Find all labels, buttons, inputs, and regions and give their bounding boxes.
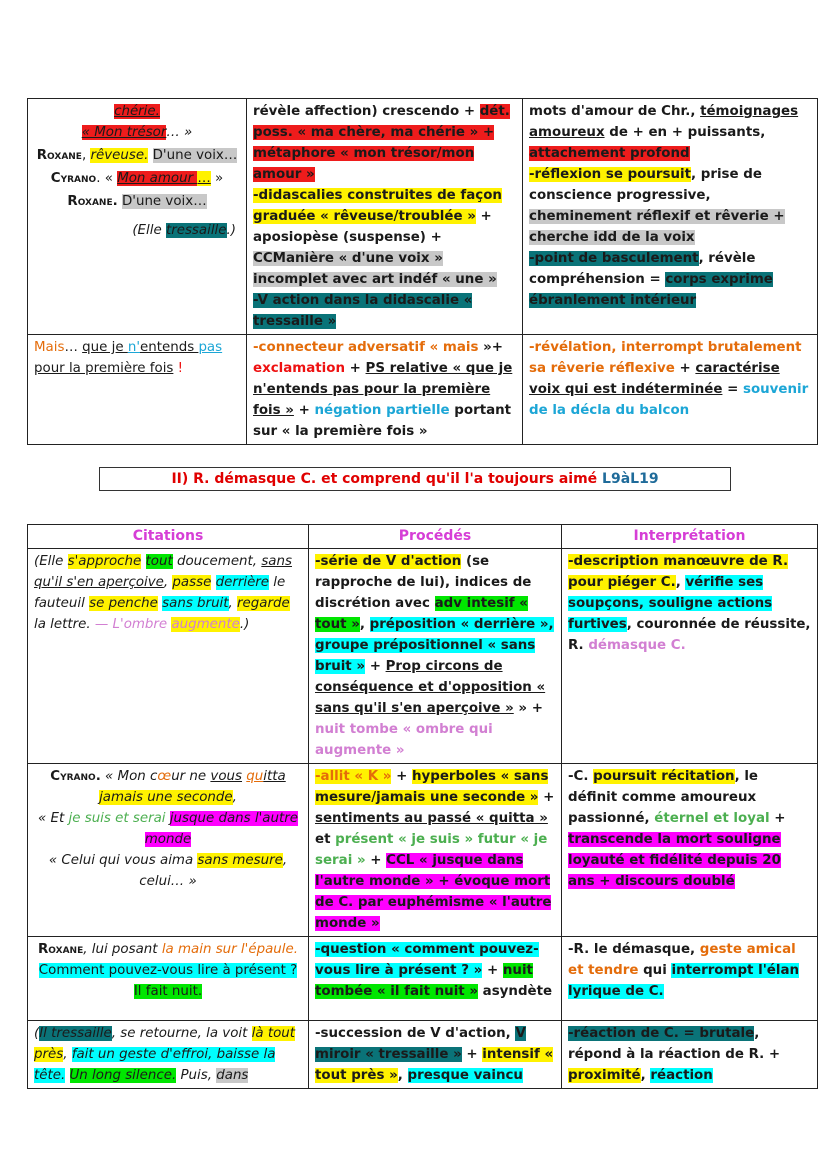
- citation-line: [34, 191, 240, 212]
- text: , répond à la réaction de R. +: [568, 1026, 781, 1062]
- highlight-cyan: sans bruit: [162, 596, 229, 611]
- interpretation-cell: [562, 549, 818, 764]
- text: doucement,: [172, 554, 262, 569]
- citation-cell: [28, 937, 309, 1021]
- green-text: je suis et serai: [68, 811, 166, 826]
- orange-text: Mais: [34, 340, 65, 355]
- highlight-cyan: préposition « derrière », groupe prépositionnel « sans bruit »: [315, 617, 554, 674]
- text: …: [64, 340, 83, 355]
- text: .): [239, 617, 250, 632]
- table-row: [28, 99, 818, 335]
- red-text: exclamation: [253, 361, 345, 376]
- highlight-grey: cheminement réflexif et rêverie + cherche idd de la voix: [529, 209, 785, 245]
- text: =: [722, 382, 743, 397]
- pink-text: démasque C.: [588, 638, 686, 653]
- text: +: [345, 361, 366, 376]
- highlight-yellow: -didascalies construites de façon graduée « rêveuse/troublée »: [253, 188, 502, 224]
- highlight-green: Un long silence.: [69, 1068, 177, 1083]
- citation-cell: [28, 549, 309, 764]
- highlight-cyan: -question « comment pouvez-vous lire à présent ? »: [315, 942, 539, 978]
- underlined-text: itta: [263, 769, 286, 784]
- text: de + en + puissants,: [604, 125, 766, 140]
- highlight-red: chérie.: [114, 104, 160, 119]
- text: la lettre.: [34, 617, 95, 632]
- pink-text: nuit tombe « ombre qui augmente »: [315, 722, 493, 758]
- text: [65, 1068, 69, 1083]
- interpretation-cell: [562, 1021, 818, 1089]
- highlight-yellow: jamais une seconde: [99, 790, 233, 805]
- underlined-text: témoignages amoureux: [529, 104, 799, 140]
- blue-text: négation partielle: [314, 403, 450, 418]
- highlight-magenta: CCL « jusque dans l'autre monde » + évoque mort de C. par euphémisme « l'autre monde »: [315, 853, 552, 931]
- section-title-text: II) R. démasque C. et comprend qu'il l'a toujours aimé: [171, 471, 603, 487]
- text: , révèle compréhension =: [529, 251, 756, 287]
- highlight-green: Il fait nuit.: [133, 984, 203, 999]
- highlight-red: attachement profond: [529, 146, 690, 161]
- text: … »: [166, 125, 193, 140]
- text: (Elle: [132, 223, 166, 238]
- highlight-teal: Il tressaille: [39, 1026, 112, 1041]
- underlined-text: PS relative « que je n'entends pas pour la première fois »: [253, 361, 513, 418]
- highlight-grey: dans: [216, 1068, 249, 1083]
- interpretation-cell: [523, 99, 818, 335]
- text: +: [365, 659, 386, 674]
- text: le fauteuil: [34, 575, 286, 611]
- analysis-table-part-2: [27, 524, 818, 1089]
- highlight-yellow: -allit « K »: [315, 769, 392, 784]
- pink-text: — L'ombre: [94, 617, 172, 632]
- text: +: [538, 790, 555, 805]
- text: -succession de V d'action,: [315, 1026, 516, 1041]
- citation-line: [34, 220, 240, 241]
- text: +: [461, 1047, 483, 1062]
- section-title: [99, 467, 731, 491]
- text: mots d'amour de Chr.,: [529, 104, 701, 119]
- highlight-teal: tressaille: [165, 223, 227, 238]
- text: « Celui qui vous aima: [48, 853, 198, 868]
- blue-text: pas: [198, 340, 223, 355]
- interpretation-cell: [562, 764, 818, 937]
- orange-text: œ: [157, 769, 172, 784]
- underlined-text: pour la première fois: [34, 361, 174, 376]
- text: ur ne: [171, 769, 211, 784]
- interpretation-cell: [523, 335, 818, 445]
- highlight-green: nuit tombée « il fait nuit »: [315, 963, 533, 999]
- highlight-yellow: sans mesure: [197, 853, 283, 868]
- underlined-text: que je: [82, 340, 128, 355]
- text: ,: [232, 790, 237, 805]
- highlight-grey: CCManière « d'une voix » incomplet avec art indéf « une »: [253, 251, 497, 287]
- citation-cell: [28, 335, 247, 445]
- highlight-cyan: fait un geste d'effroi, baisse la tête.: [34, 1047, 276, 1083]
- speaker-name: Cyrano.: [50, 769, 101, 784]
- underlined-text: entends: [140, 340, 199, 355]
- highlight-yellow: poursuit récitation: [593, 769, 735, 784]
- highlight-cyan: derrière: [215, 575, 270, 590]
- text: , prise de conscience progressive,: [529, 167, 762, 203]
- highlight-magenta: jusque dans l'autre monde: [144, 811, 298, 847]
- text: ,: [163, 575, 173, 590]
- highlight-yellow: regarde: [237, 596, 290, 611]
- header-citations: Citations: [28, 525, 309, 549]
- highlight-yellow: …: [197, 171, 211, 186]
- text: qui: [638, 963, 672, 978]
- citation-line: Cyrano. « Mon amour … »: [50, 171, 224, 186]
- highlight-yellow: là tout près: [34, 1026, 296, 1062]
- highlight-yellow: -description manœuvre de R. pour piéger C.: [568, 554, 789, 590]
- text: -C.: [568, 769, 594, 784]
- highlight-teal: -V action dans la didascalie « tressaille »: [253, 293, 473, 329]
- text: ,: [640, 1068, 651, 1083]
- table-row: [28, 335, 818, 445]
- text: ,: [397, 1068, 408, 1083]
- procedes-cell: [247, 335, 523, 445]
- highlight-teal: corps exprime ébranlement intérieur: [529, 272, 773, 308]
- orange-text: qu: [246, 769, 264, 784]
- text: ,: [63, 1047, 72, 1062]
- highlight-yellow: rêveuse.: [90, 148, 149, 163]
- highlight-cyan: réaction: [650, 1068, 713, 1083]
- text: »+: [478, 340, 503, 355]
- text: « Mon c: [100, 769, 158, 784]
- blue-text: souvenir de la décla du balcon: [529, 382, 809, 418]
- underlined-text: vous: [210, 769, 243, 784]
- line-range: L9àL19: [602, 471, 659, 487]
- text: [141, 554, 145, 569]
- highlight-cyan: interrompt l'élan lyrique de C.: [568, 963, 800, 999]
- text: , couronnée de réussite, R.: [568, 617, 811, 653]
- text: +: [293, 403, 315, 418]
- header-interpretation: Interprétation: [562, 525, 818, 549]
- highlight-yellow: se penche: [89, 596, 158, 611]
- citation-line: [34, 122, 240, 143]
- table-row: [28, 764, 818, 937]
- text: et: [315, 832, 336, 847]
- highlight-yellow: augmente: [171, 617, 240, 632]
- highlight-teal: -point de basculement: [529, 251, 699, 266]
- blue-text: n': [127, 340, 140, 355]
- speaker-name: Roxane.: [67, 194, 118, 209]
- highlight-yellow: intensif « tout près »: [315, 1047, 554, 1083]
- text: [211, 575, 215, 590]
- speaker-name: Cyrano: [50, 171, 97, 186]
- highlight-green: tout: [145, 554, 173, 569]
- text: .): [226, 223, 236, 238]
- text: +: [365, 853, 387, 868]
- header-procedes: Procédés: [309, 525, 562, 549]
- text: ,: [675, 575, 686, 590]
- procedes-cell: [309, 549, 562, 764]
- table-row: [28, 1021, 818, 1089]
- orange-text: la main sur l'épaule.: [161, 942, 298, 957]
- green-text: présent « je suis » futur « je serai »: [315, 832, 548, 868]
- highlight-magenta: transcende la mort souligne loyauté et fidélité depuis 20 ans + discours doublé: [568, 832, 781, 889]
- highlight-yellow: -réflexion se poursuit: [529, 167, 692, 182]
- text: »: [210, 171, 224, 186]
- procedes-cell: [247, 99, 523, 335]
- highlight-yellow: s'approche: [67, 554, 142, 569]
- highlight-red: dét. poss. « ma chère, ma chérie » + métaphore « mon trésor/mon amour »: [253, 104, 510, 182]
- orange-text: geste amical et tendre: [568, 942, 796, 978]
- interpretation-cell: [562, 937, 818, 1021]
- table-header-row: [28, 525, 818, 549]
- text: , se retourne, la voit: [111, 1026, 252, 1041]
- underlined-text: Prop circons de conséquence et d'opposition « sans qu'il s'en aperçoive »: [315, 659, 546, 716]
- highlight-cyan: Comment pouvez-vous lire à présent ?: [38, 963, 298, 978]
- highlight-yellow: passe: [172, 575, 212, 590]
- text: (Elle: [34, 554, 68, 569]
- text: ,: [359, 617, 370, 632]
- highlight-cyan: presque vaincu: [407, 1068, 523, 1083]
- citation-cell: [28, 1021, 309, 1089]
- text: -R. le démasque,: [568, 942, 700, 957]
- text: révèle affection) crescendo +: [253, 104, 480, 119]
- highlight-red: Mon amour: [117, 171, 198, 186]
- citation-cell: [28, 99, 247, 335]
- text: +: [482, 963, 503, 978]
- text: , celui… »: [139, 853, 288, 889]
- red-text: !: [173, 361, 184, 376]
- text: +: [391, 769, 412, 784]
- text: portant sur « la première fois »: [253, 403, 512, 439]
- procedes-cell: [309, 764, 562, 937]
- text: asyndète: [478, 984, 553, 999]
- text: +: [674, 361, 696, 376]
- citation-cell: [28, 764, 309, 937]
- text: ,: [228, 596, 238, 611]
- procedes-cell: [309, 937, 562, 1021]
- highlight-grey: D'une voix…: [121, 194, 207, 209]
- text: « Et: [38, 811, 69, 826]
- text: +: [769, 811, 786, 826]
- highlight-green: adv intesif « tout »: [315, 596, 528, 632]
- underlined-text: sentiments au passé « quitta »: [315, 811, 548, 826]
- speaker-name: Roxane: [38, 942, 84, 957]
- text: Puis,: [176, 1068, 217, 1083]
- orange-text: -connecteur adversatif « mais: [253, 340, 479, 355]
- highlight-cyan: vérifie ses soupçons, souligne actions furtives: [568, 575, 773, 632]
- speaker-name: Roxane: [36, 148, 82, 163]
- citation-line: Roxane, rêveuse. D'une voix…: [36, 148, 238, 163]
- highlight-red: « Mon trésor: [81, 125, 167, 140]
- underlined-text: caractérise voix qui est indéterminée: [529, 361, 780, 397]
- highlight-grey: D'une voix…: [152, 148, 238, 163]
- text: (: [34, 1026, 40, 1041]
- highlight-teal: V miroir « tressaille »: [315, 1026, 526, 1062]
- table-row: [28, 549, 818, 764]
- highlight-yellow: -série de V d'action: [315, 554, 462, 569]
- orange-text: -révélation, interrompt brutalement sa rêverie réflexive: [529, 340, 802, 376]
- text: , lui posant: [83, 942, 162, 957]
- text: «: [104, 171, 118, 186]
- text: , le définit comme amoureux passionné,: [568, 769, 759, 826]
- analysis-table-part-1: [27, 98, 818, 445]
- table-row: [28, 937, 818, 1021]
- text: (se rapproche de lui), indices de discrétion avec: [315, 554, 532, 611]
- underlined-text: sans qu'il s'en aperçoive: [34, 554, 292, 590]
- citation-line: [34, 101, 240, 122]
- text: » +: [513, 701, 543, 716]
- text: + aposiopèse (suspense) +: [253, 209, 492, 245]
- highlight-yellow: hyperboles « sans mesure/jamais une seconde »: [315, 769, 549, 805]
- procedes-cell: [309, 1021, 562, 1089]
- highlight-teal: -réaction de C. = brutale: [568, 1026, 755, 1041]
- highlight-yellow: proximité: [568, 1068, 641, 1083]
- green-text: éternel et loyal: [654, 811, 770, 826]
